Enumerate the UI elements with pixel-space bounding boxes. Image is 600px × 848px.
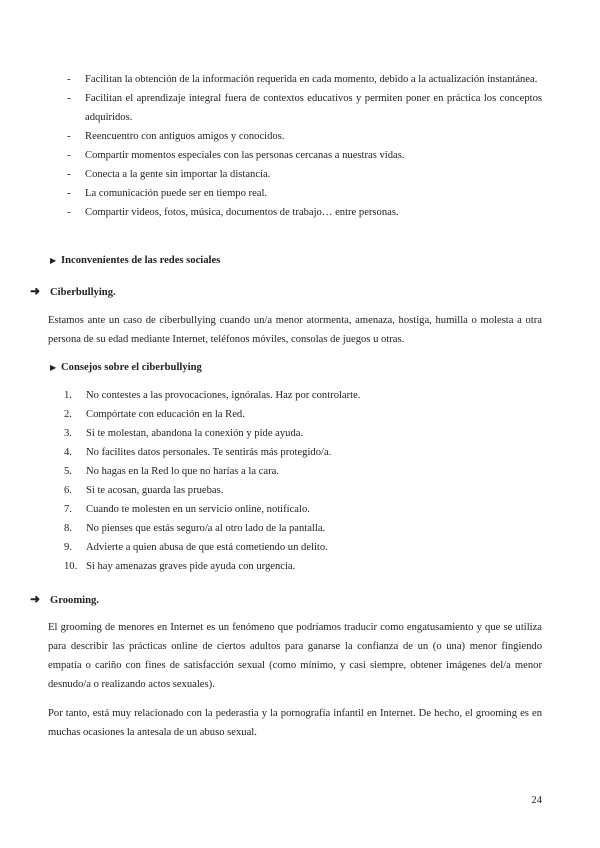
- list-item: - Facilitan la obtención de la información requerida en cada momento, debido a la actualización instantánea.: [67, 74, 538, 85]
- list-item: 3. Si te molestan, abandona la conexión y pide ayuda.: [64, 428, 304, 439]
- consejos-heading: [50, 358, 202, 377]
- list-item: - Conecta a la gente sin importar la distancia.: [67, 169, 271, 180]
- list-item: - Facilitan el aprendizaje integral fuera de contextos educativos y permiten poner en práctica los conceptos adquiridos.: [67, 93, 542, 123]
- heading-text: Inconvenientes de las redes sociales: [61, 255, 221, 266]
- list-item-text: Si hay amenazas graves pide ayuda con urgencia.: [86, 561, 296, 572]
- arrow-right-icon: ➜: [30, 284, 41, 298]
- triangle-bullet-icon: ▶: [50, 256, 57, 265]
- list-item: - Compartir videos, fotos, música, documentos de trabajo… entre personas.: [67, 207, 399, 218]
- inconvenientes-heading: [50, 251, 220, 270]
- list-item-text: Facilitan el aprendizaje integral fuera de contextos educativos y permiten poner en práctica los conceptos adquiridos.: [85, 93, 542, 123]
- list-item-text: No facilites datos personales. Te sentirás más protegido/a.: [86, 447, 332, 458]
- list-item-text: Si te molestan, abandona la conexión y pide ayuda.: [86, 428, 304, 439]
- list-item-text: No contestes a las provocaciones, ignóralas. Haz por controlarte.: [86, 390, 361, 401]
- list-item: 6. Si te acosan, guarda las pruebas.: [64, 485, 224, 496]
- list-item-text: Advierte a quien abusa de que está cometiendo un delito.: [86, 542, 328, 553]
- heading-text: Ciberbullying.: [50, 287, 116, 298]
- list-item-text: Cuando te molesten en un servicio online, notifícalo.: [86, 504, 310, 515]
- list-item: 4. No facilites datos personales. Te sentirás más protegido/a.: [64, 447, 332, 458]
- list-item: 5. No hagas en la Red lo que no harías a la cara.: [64, 466, 279, 477]
- list-item: 7. Cuando te molesten en un servicio online, notifícalo.: [64, 504, 310, 515]
- list-item-text: Compartir momentos especiales con las personas cercanas a nuestras vidas.: [85, 150, 405, 161]
- list-item-text: No pienses que estás seguro/a al otro lado de la pantalla.: [86, 523, 326, 534]
- grooming-paragraph-2: Por tanto, está muy relacionado con la pederastia y la pornografía infantil en Internet. De hecho, el grooming es en muchas ocasiones la antesala de un abuso sexual.: [48, 708, 542, 738]
- consejos-list: [64, 386, 360, 576]
- arrow-right-icon: ➜: [30, 592, 41, 606]
- advantages-list: [62, 70, 542, 222]
- ciberbullying-heading: [30, 282, 116, 302]
- triangle-bullet-icon: ▶: [50, 363, 57, 372]
- list-item-text: Reencuentro con antiguos amigos y conocidos.: [85, 131, 285, 142]
- grooming-paragraph-1: El grooming de menores en Internet es un fenómeno que podríamos traducir como engatusamiento y que se utiliza para describir las prácticas online de ciertos adultos para ganarse la confianza de un (o una) menor fingiendo empatía o cariño con fines de satisfacción sexual (como mínimo, y casi siempre, obtener imágenes del/a menor desnudo/a o realizando actos sexuales).: [48, 622, 542, 690]
- list-item-text: La comunicación puede ser en tiempo real.: [85, 188, 268, 199]
- grooming-heading: [30, 590, 99, 610]
- list-item-text: Si te acosan, guarda las pruebas.: [86, 485, 224, 496]
- list-item-text: Facilitan la obtención de la información requerida en cada momento, debido a la actualización instantánea.: [85, 74, 538, 85]
- ciberbullying-paragraph: Estamos ante un caso de ciberbullying cuando un/a menor atormenta, amenaza, hostiga, humilla o molesta a otra persona de su edad mediante Internet, teléfonos móviles, consolas de juegos u otras.: [48, 315, 542, 345]
- list-item: - La comunicación puede ser en tiempo real.: [67, 188, 268, 199]
- list-item: 2. Compórtate con educación en la Red.: [64, 409, 245, 420]
- list-item-text: No hagas en la Red lo que no harías a la cara.: [86, 466, 279, 477]
- list-item-text: Compartir videos, fotos, música, documentos de trabajo… entre personas.: [85, 207, 399, 218]
- list-item: 8. No pienses que estás seguro/a al otro lado de la pantalla.: [64, 523, 326, 534]
- list-item: - Reencuentro con antiguos amigos y conocidos.: [67, 131, 285, 142]
- heading-text: Consejos sobre el ciberbullying: [61, 362, 202, 373]
- list-item: 1. No contestes a las provocaciones, ignóralas. Haz por controlarte.: [64, 390, 361, 401]
- list-item-text: Compórtate con educación en la Red.: [86, 409, 245, 420]
- page-number: 24: [531, 795, 542, 806]
- list-item: - Compartir momentos especiales con las personas cercanas a nuestras vidas.: [67, 150, 405, 161]
- list-item: 9. Advierte a quien abusa de que está cometiendo un delito.: [64, 542, 328, 553]
- heading-text: Grooming.: [50, 595, 99, 606]
- list-item: 10. Si hay amenazas graves pide ayuda con urgencia.: [64, 561, 296, 572]
- list-item-text: Conecta a la gente sin importar la distancia.: [85, 169, 271, 180]
